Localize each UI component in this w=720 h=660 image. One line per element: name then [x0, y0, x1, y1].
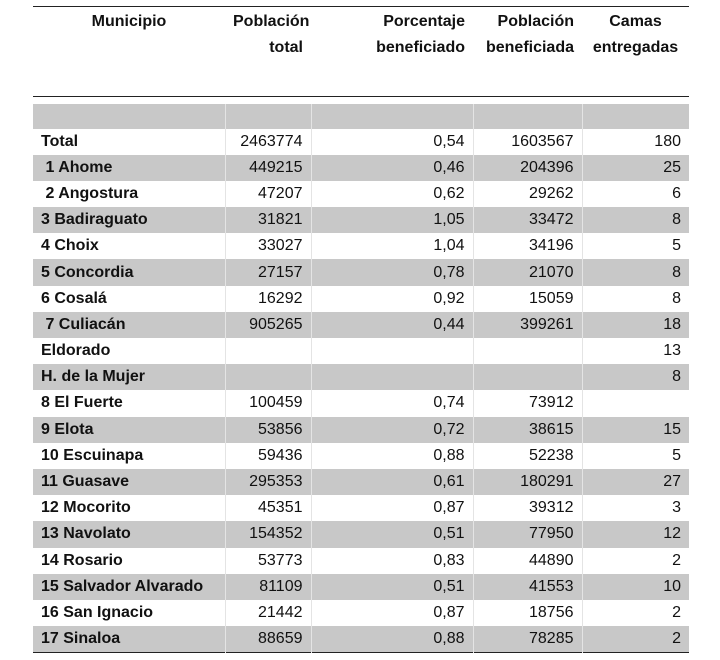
cell-porcentaje-beneficiado: 1,05	[311, 207, 473, 233]
cell-camas-entregadas: 2	[582, 626, 689, 652]
cell-camas-entregadas: 5	[582, 443, 689, 469]
cell-municipio: 9 Elota	[41, 420, 94, 438]
header-camas-entregadas: Camas entregadas	[592, 13, 679, 56]
cell-poblacion-total: 295353	[225, 469, 311, 495]
cell-porcentaje-beneficiado: 0,61	[311, 469, 473, 495]
cell-poblacion-total: 27157	[225, 259, 311, 285]
header-porcentaje-beneficiado: Porcentaje beneficiado	[376, 13, 465, 56]
header-row	[33, 7, 689, 97]
cell-municipio: Total	[41, 132, 79, 150]
cell-municipio: 1 Ahome	[41, 158, 113, 176]
cell-camas-entregadas: 8	[582, 207, 689, 233]
cell-poblacion-beneficiada: 38615	[473, 417, 582, 443]
table-row	[33, 338, 689, 364]
table-row	[33, 207, 689, 233]
cell-poblacion-beneficiada	[473, 338, 582, 364]
header-poblacion-total: Población total	[233, 13, 310, 56]
table-row	[33, 233, 689, 259]
cell-camas-entregadas: 6	[582, 181, 689, 207]
cell-poblacion-beneficiada: 41553	[473, 574, 582, 600]
municipios-table-container	[33, 6, 689, 653]
cell-camas-entregadas: 8	[582, 259, 689, 285]
cell-poblacion-total	[225, 338, 311, 364]
cell-poblacion-total: 33027	[225, 233, 311, 259]
cell-camas-entregadas: 8	[582, 364, 689, 390]
cell-municipio: H. de la Mujer	[41, 368, 146, 386]
cell-poblacion-beneficiada: 73912	[473, 390, 582, 416]
cell-municipio: 10 Escuinapa	[41, 446, 144, 464]
cell-poblacion-beneficiada: 18756	[473, 600, 582, 626]
table-row	[33, 312, 689, 338]
table-row	[33, 600, 689, 626]
cell-camas-entregadas: 5	[582, 233, 689, 259]
header-municipio: Municipio	[91, 13, 167, 30]
cell-poblacion-total: 53856	[225, 417, 311, 443]
cell-municipio: 6 Cosalá	[41, 289, 107, 307]
table-row	[33, 417, 689, 443]
table-row	[33, 443, 689, 469]
table-row	[33, 259, 689, 285]
table-row	[33, 286, 689, 312]
header-poblacion-beneficiada: Población beneficiada	[485, 13, 574, 56]
cell-poblacion-total: 100459	[225, 390, 311, 416]
cell-camas-entregadas: 12	[582, 521, 689, 547]
cell-poblacion-beneficiada: 29262	[473, 181, 582, 207]
cell-poblacion-beneficiada	[473, 364, 582, 390]
cell-poblacion-total: 154352	[225, 521, 311, 547]
cell-poblacion-beneficiada: 77950	[473, 521, 582, 547]
cell-porcentaje-beneficiado: 0,62	[311, 181, 473, 207]
table-row	[33, 155, 689, 181]
cell-municipio: 14 Rosario	[41, 551, 123, 569]
cell-poblacion-total: 81109	[225, 574, 311, 600]
cell-poblacion-total: 53773	[225, 548, 311, 574]
cell-camas-entregadas: 180	[582, 129, 689, 155]
cell-poblacion-beneficiada: 1603567	[473, 129, 582, 155]
cell-camas-entregadas: 8	[582, 286, 689, 312]
table-row	[33, 129, 689, 155]
cell-municipio: 12 Mocorito	[41, 499, 131, 517]
table-row	[33, 495, 689, 521]
table-row	[33, 574, 689, 600]
cell-municipio: 11 Guasave	[41, 473, 130, 491]
cell-municipio: 7 Culiacán	[41, 315, 126, 333]
cell-camas-entregadas: 27	[582, 469, 689, 495]
cell-porcentaje-beneficiado: 0,88	[311, 626, 473, 652]
table-row	[33, 364, 689, 390]
cell-municipio: 2 Angostura	[41, 184, 139, 202]
cell-camas-entregadas: 25	[582, 155, 689, 181]
cell-porcentaje-beneficiado	[311, 338, 473, 364]
cell-municipio: 5 Concordia	[41, 263, 134, 281]
cell-poblacion-beneficiada: 15059	[473, 286, 582, 312]
cell-camas-entregadas: 15	[582, 417, 689, 443]
cell-poblacion-beneficiada: 180291	[473, 469, 582, 495]
cell-porcentaje-beneficiado: 0,51	[311, 574, 473, 600]
cell-municipio: 13 Navolato	[41, 525, 131, 543]
cell-poblacion-total: 16292	[225, 286, 311, 312]
table-row	[33, 626, 689, 652]
cell-porcentaje-beneficiado: 0,83	[311, 548, 473, 574]
cell-poblacion-total: 45351	[225, 495, 311, 521]
grey-spacer-row	[33, 104, 689, 129]
cell-camas-entregadas: 2	[582, 548, 689, 574]
cell-porcentaje-beneficiado	[311, 364, 473, 390]
cell-porcentaje-beneficiado: 0,87	[311, 495, 473, 521]
cell-poblacion-total: 59436	[225, 443, 311, 469]
cell-poblacion-beneficiada: 44890	[473, 548, 582, 574]
cell-porcentaje-beneficiado: 0,44	[311, 312, 473, 338]
cell-porcentaje-beneficiado: 0,78	[311, 259, 473, 285]
cell-poblacion-total: 905265	[225, 312, 311, 338]
cell-poblacion-total: 31821	[225, 207, 311, 233]
cell-poblacion-total: 21442	[225, 600, 311, 626]
cell-poblacion-beneficiada: 34196	[473, 233, 582, 259]
cell-poblacion-total: 47207	[225, 181, 311, 207]
table-row	[33, 521, 689, 547]
cell-poblacion-beneficiada: 52238	[473, 443, 582, 469]
cell-porcentaje-beneficiado: 1,04	[311, 233, 473, 259]
cell-poblacion-total: 88659	[225, 626, 311, 652]
cell-municipio: 3 Badiraguato	[41, 211, 148, 229]
cell-poblacion-beneficiada: 21070	[473, 259, 582, 285]
cell-poblacion-beneficiada: 204396	[473, 155, 582, 181]
cell-municipio: 17 Sinaloa	[41, 629, 121, 647]
cell-municipio: 15 Salvador Alvarado	[41, 577, 204, 595]
cell-municipio: 8 El Fuerte	[41, 394, 123, 412]
cell-camas-entregadas: 18	[582, 312, 689, 338]
cell-camas-entregadas	[582, 390, 689, 416]
table-row	[33, 548, 689, 574]
cell-camas-entregadas: 13	[582, 338, 689, 364]
table-row	[33, 390, 689, 416]
cell-porcentaje-beneficiado: 0,72	[311, 417, 473, 443]
cell-poblacion-beneficiada: 78285	[473, 626, 582, 652]
cell-porcentaje-beneficiado: 0,88	[311, 443, 473, 469]
header-gap	[33, 97, 689, 104]
cell-poblacion-beneficiada: 33472	[473, 207, 582, 233]
cell-poblacion-beneficiada: 399261	[473, 312, 582, 338]
cell-camas-entregadas: 2	[582, 600, 689, 626]
cell-camas-entregadas: 10	[582, 574, 689, 600]
table-row	[33, 181, 689, 207]
cell-municipio: Eldorado	[41, 342, 111, 360]
cell-poblacion-total	[225, 364, 311, 390]
cell-poblacion-total: 449215	[225, 155, 311, 181]
table-row	[33, 469, 689, 495]
cell-porcentaje-beneficiado: 0,74	[311, 390, 473, 416]
cell-poblacion-total: 2463774	[225, 129, 311, 155]
table-body	[33, 129, 689, 653]
cell-porcentaje-beneficiado: 0,46	[311, 155, 473, 181]
table-header	[33, 7, 689, 129]
municipios-table	[33, 6, 689, 653]
cell-municipio: 4 Choix	[41, 237, 99, 255]
cell-porcentaje-beneficiado: 0,92	[311, 286, 473, 312]
cell-camas-entregadas: 3	[582, 495, 689, 521]
cell-municipio: 16 San Ignacio	[41, 603, 154, 621]
cell-porcentaje-beneficiado: 0,54	[311, 129, 473, 155]
cell-poblacion-beneficiada: 39312	[473, 495, 582, 521]
cell-porcentaje-beneficiado: 0,87	[311, 600, 473, 626]
cell-porcentaje-beneficiado: 0,51	[311, 521, 473, 547]
